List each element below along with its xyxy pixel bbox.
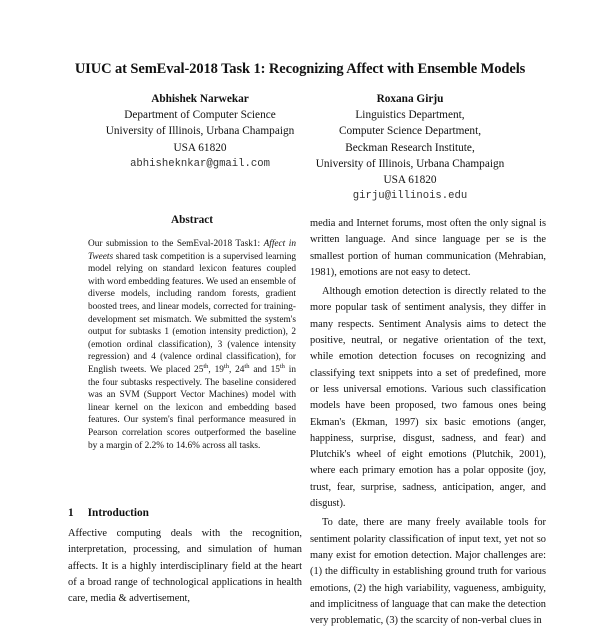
author-affiliation-line: University of Illinois, Urbana Champaign [315,157,505,170]
author-affiliation-line: University of Illinois, Urbana Champaign [105,125,295,138]
author-affiliation-line: Department of Computer Science [124,109,276,122]
section-heading-introduction [68,507,149,519]
paper-title: UIUC at SemEval-2018 Task 1: Recognizing Affect with Ensemble Models [74,61,526,77]
author-affiliation-line: Computer Science Department, [338,125,482,138]
author-name: Roxana Girju [376,93,444,105]
section-number: 1 [68,507,74,519]
author-affiliation-line: USA 61820 [383,174,437,187]
intro-paragraph: Affective computing deals with the recognition, interpretation, processing, and simulation of human affects. It is a highly interdisciplinary field at the heart of a broad range of technological applications in health care, media & advertisement, [68,528,302,605]
author-email: abhisheknkar@gmail.com [130,157,270,170]
author-block-2 [300,91,520,204]
body-paragraph: To date, there are many freely available tools for sentiment polarity classification of input text, yet not so many exist for emotion detection. Major challenges are: (1) the difficulty in establishing ground truth for various emotions, (2) the high variability, vagueness, ambiguity, and implicitness of language that can make the detection very problematic, (3) the scarcity of non-verbal clues in [310,517,546,627]
author-affiliation-line: USA 61820 [173,141,227,154]
author-name: Abhishek Narwekar [151,93,249,105]
abstract-text: Our submission to the SemEval-2018 Task1: Affect in Tweets shared task competition is a supervised learning model relying on standard lexicon features coupled with word embedding features. We used an ensemble of diverse models, including random forests, gradient boosted trees, and linear models, corrected for training-development set mismatch. We submitted the system's output for subtasks 1 (emotion intensity prediction), 2 (emotion ordinal classification), 3 (valence intensity regression) and 4 (valence ordinal classification), for English tweets. We placed 25th, 19th, 24th and 15th in the four subtasks respectively. The baseline considered was an SVM (Support Vector Machines) model with linear kernel on the lexicon and embedding based features. Our system's final performance measured in Pearson correlation scores outperformed the baseline by a margin of 2.2% to 14.6% across all tasks. [88,239,297,451]
body-paragraph: media and Internet forums, most often the only signal is written language. And since language per se is the smallest portion of human communication (Mehrabian, 1981), emotions are not easy to detect. [310,218,546,278]
abstract-heading: Abstract [170,214,214,226]
section-title: Introduction [87,507,149,519]
author-email: girju@illinois.edu [352,190,468,203]
body-paragraph: Although emotion detection is directly related to the more popular task of sentiment analysis, they differ in many respects. Sentiment Analysis aims to detect the positive, neutral, or negative orientation of the text, while emotion detection focuses on recognizing and classifying text snippets into a set of predefined, more or less universal emotions. Various such classification models have been proposed, two famous ones being Ekman's (Ekman, 1997) six basic emotions (anger, happiness, surprise, disgust, sadness, and fear) and Plutchik's wheel of eight emotions (Plutchik, 2001), where each primary emotion has a polar opposite (joy, trust, fear, surprise, sadness, anticipation, anger, and disgust). [310,286,546,510]
author-block-1 [95,91,305,172]
right-column [310,216,546,629]
author-affiliation-line: Linguistics Department, [355,109,465,122]
author-affiliation-line: Beckman Research Institute, [345,141,475,154]
